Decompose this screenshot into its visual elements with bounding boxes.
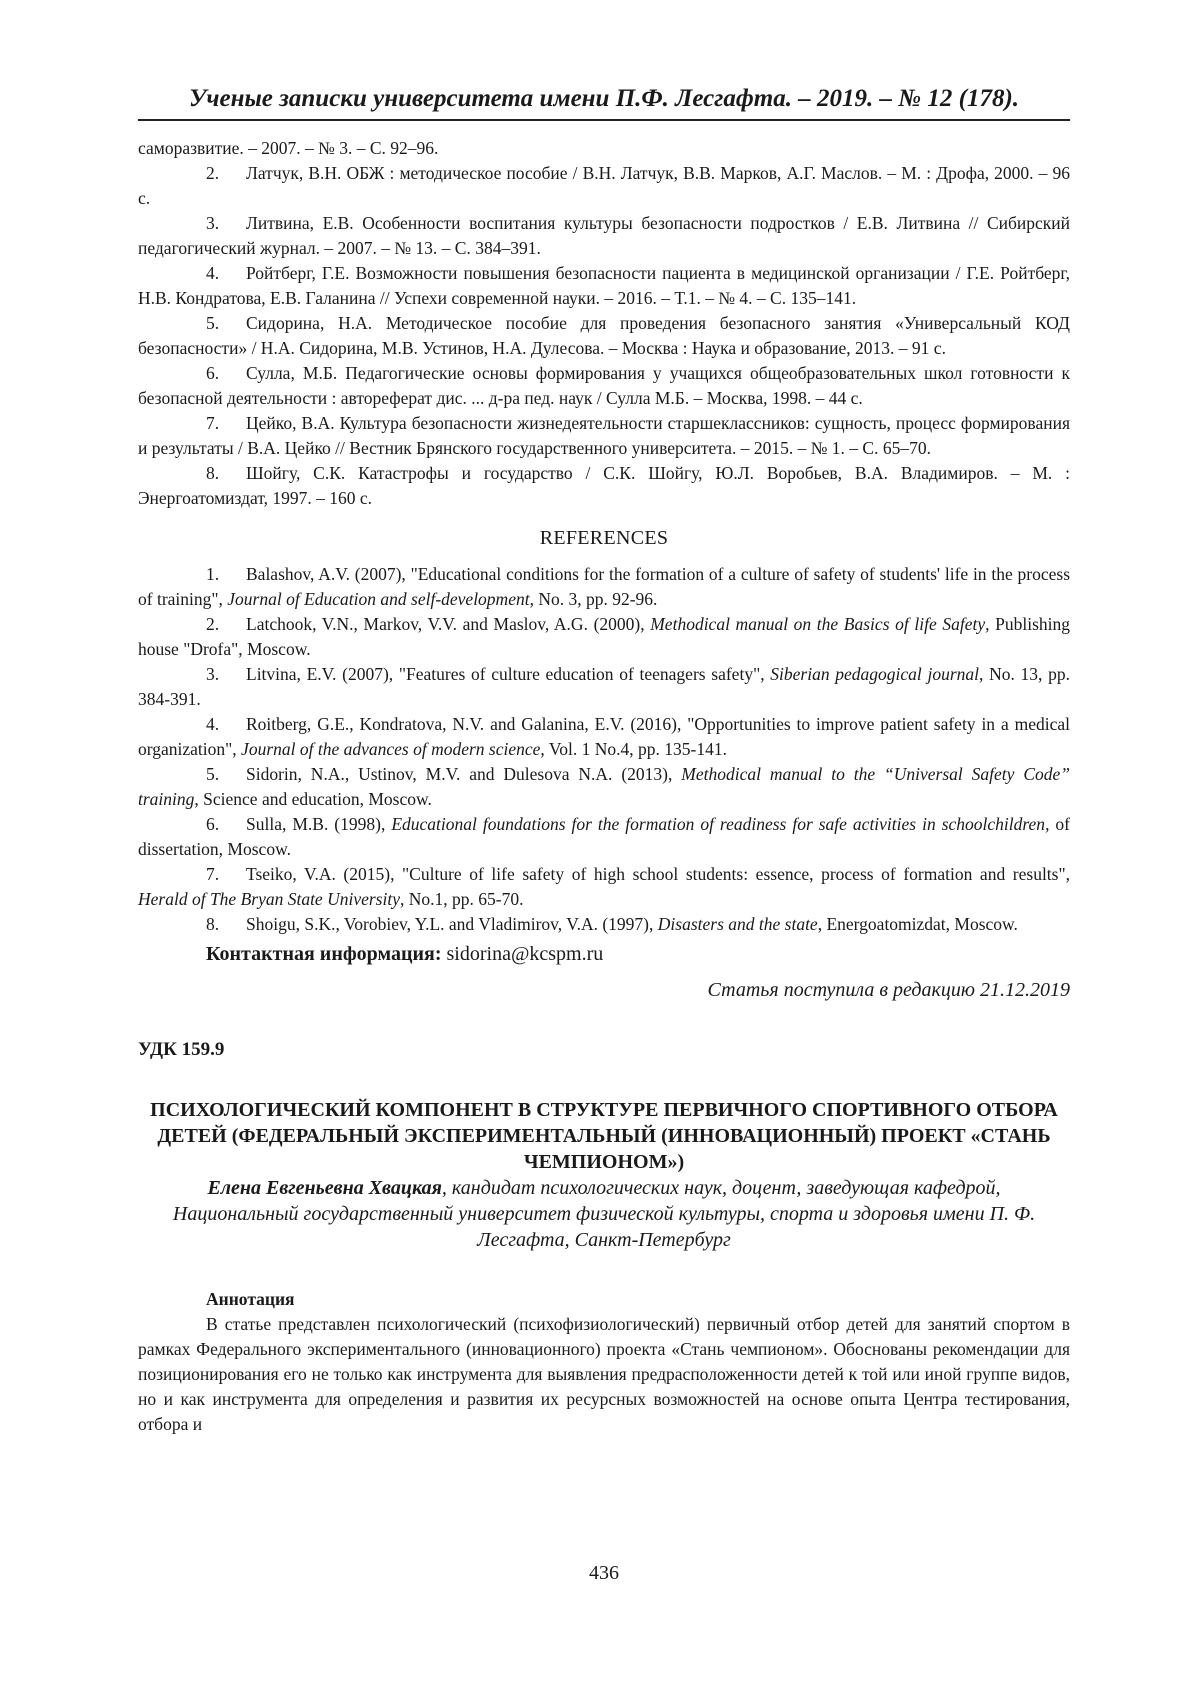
page-body <box>138 136 1070 1437</box>
ref-continuation: саморазвитие. – 2007. – № 3. – С. 92–96. <box>138 138 439 158</box>
reference-number: 5. <box>206 313 220 333</box>
reference-item <box>138 161 1070 211</box>
reference-text: Latchook, V.N., Markov, V.V. and Maslov, A.G. (2000), <box>246 614 651 634</box>
reference-item <box>138 461 1070 511</box>
reference-text: Литвина, Е.В. Особенности воспитания культуры безопасности подростков / Е.В. Литвина // Сибирский педагогический журнал. – 2007. – № 13. – С. 384–391. <box>138 213 1070 258</box>
reference-item <box>138 812 1070 862</box>
author-name: Елена Евгеньевна Хвацкая <box>207 1177 442 1199</box>
reference-item <box>138 562 1070 612</box>
contact-info <box>138 941 1070 967</box>
reference-number: 3. <box>206 213 220 233</box>
reference-text: Shoigu, S.K., Vorobiev, Y.L. and Vladimirov, V.A. (1997), <box>246 914 658 934</box>
reference-text: Шойгу, С.К. Катастрофы и государство / С.К. Шойгу, Ю.Л. Воробьев, В.А. Владимиров. – М. : Энергоатомиздат, 1997. – 160 с. <box>138 463 1070 508</box>
reference-text: Sidorin, N.A., Ustinov, M.V. and Dulesova N.A. (2013), <box>246 764 682 784</box>
reference-item <box>138 612 1070 662</box>
reference-details: , No. 13, pp. 384-391. <box>138 664 1070 709</box>
contact-label: Контактная информация: <box>206 943 442 965</box>
reference-source: Siberian pedagogical journal <box>770 664 980 684</box>
reference-details: , No.1, pp. 65-70. <box>399 889 524 909</box>
reference-text: Balashov, A.V. (2007), "Educational conditions for the formation of a culture of safety of students' life in the process of training", <box>138 564 1070 609</box>
reference-source: Methodical manual on the Basics of life Safety <box>650 614 986 634</box>
reference-details: , Science and education, Moscow. <box>194 789 432 809</box>
reference-number: 6. <box>206 363 220 383</box>
journal-header: Ученые записки университета имени П.Ф. Лесгафта. – 2019. – № 12 (178). <box>188 85 1020 112</box>
russian-reference-list <box>138 161 1070 511</box>
reference-number: 5. <box>206 764 220 784</box>
reference-text: Сулла, М.Б. Педагогические основы формирования у учащихся общеобразовательных школ готовности к безопасной деятельности : автореферат дис. ... д-ра пед. наук / Сулла М.Б. – Москва, 1998. – 44 с. <box>138 363 1070 408</box>
reference-text: Цейко, В.А. Культура безопасности жизнедеятельности старшеклассников: сущность, процесс формирования и результаты / В.А. Цейко // Вестник Брянского государственного университета. – 2015. – № 1. – С. 65–70. <box>138 413 1070 458</box>
reference-source: Methodical manual to the “Universal Safety Code” training <box>138 764 1070 809</box>
article-title: ПСИХОЛОГИЧЕСКИЙ КОМПОНЕНТ В СТРУКТУРЕ ПЕРВИЧНОГО СПОРТИВНОГО ОТБОРА ДЕТЕЙ (ФЕДЕРАЛЬНЫЙ ЭКСПЕРИМЕНТАЛЬНЫЙ (ИННОВАЦИОННЫЙ) ПРОЕКТ «СТАНЬ ЧЕМПИОНОМ») <box>150 1099 1058 1173</box>
reference-text: Litvina, E.V. (2007), "Features of culture education of teenagers safety", <box>246 664 771 684</box>
reference-number: 1. <box>206 564 220 584</box>
reference-details: , Vol. 1 No.4, pp. 135-141. <box>540 739 727 759</box>
reference-source: Journal of the advances of modern science <box>241 739 541 759</box>
received-date: Статья поступила в редакцию 21.12.2019 <box>707 979 1070 1001</box>
reference-details: , Energoatomizdat, Moscow. <box>817 914 1018 934</box>
reference-number: 4. <box>206 714 220 734</box>
reference-source: Educational foundations for the formation of readiness for safe activities in schoolchildren <box>391 814 1046 834</box>
reference-details: , No. 3, pp. 92-96. <box>529 589 658 609</box>
udk-code: УДК 159.9 <box>138 1039 225 1060</box>
reference-text: Ройтберг, Г.Е. Возможности повышения безопасности пациента в медицинской организации / Г.Е. Ройтберг, Н.В. Кондратова, Е.В. Галанина // Успехи современной науки. – 2016. – Т.1. – № 4. – С. 135–141. <box>138 263 1070 308</box>
reference-number: 2. <box>206 163 220 183</box>
reference-source: Herald of The Bryan State University <box>138 889 400 909</box>
references-heading: REFERENCES <box>539 527 669 549</box>
reference-text: Roitberg, G.E., Kondratova, N.V. and Galanina, E.V. (2016), "Opportunities to improve patient safety in a medical organization", <box>138 714 1070 759</box>
annotation-text: В статье представлен психологический (психофизиологический) первичный отбор детей для занятий спортом в рамках Федерального экспериментального (инновационного) проекта «Стань чемпионом». Обоснованы рекомендации для позиционирования его не только как инструмента для выявления предрасположенности детей к той или иной группе видов, но и как инструмента для определения и развития их ресурсных возможностей на основе опыта Центра тестирования, отбора и <box>138 1314 1070 1434</box>
reference-text: Sulla, M.B. (1998), <box>246 814 392 834</box>
english-reference-list <box>138 562 1070 937</box>
reference-item <box>138 712 1070 762</box>
reference-details: , Publishing house "Drofa", Moscow. <box>138 614 1070 659</box>
reference-number: 2. <box>206 614 220 634</box>
reference-item <box>138 311 1070 361</box>
reference-number: 8. <box>206 914 220 934</box>
reference-number: 7. <box>206 864 220 884</box>
reference-text: Латчук, В.Н. ОБЖ : методическое пособие / В.Н. Латчук, В.В. Марков, А.Г. Маслов. – М. : Дрофа, 2000. – 96 с. <box>138 163 1070 208</box>
reference-item <box>138 762 1070 812</box>
reference-item <box>138 361 1070 411</box>
reference-number: 6. <box>206 814 220 834</box>
reference-item <box>138 261 1070 311</box>
reference-number: 8. <box>206 463 220 483</box>
reference-item <box>138 912 1070 937</box>
author-affiliation: , кандидат психологических наук, доцент, заведующая кафедрой, Национальный государственный университет физической культуры, спорта и здоровья имени П. Ф. Лесгафта, Санкт-Петербург <box>172 1177 1036 1251</box>
page-number: 436 <box>589 1562 619 1584</box>
reference-text: Сидорина, Н.А. Методическое пособие для проведения безопасного занятия «Универсальный КОД безопасности» / Н.А. Сидорина, М.В. Устинов, Н.А. Дулесова. – Москва : Наука и образование, 2013. – 91 с. <box>138 313 1070 358</box>
contact-email: sidorina@kcspm.ru <box>446 943 604 965</box>
reference-source: Journal of Education and self-development <box>227 589 530 609</box>
reference-item <box>138 211 1070 261</box>
header-rule <box>138 119 1070 121</box>
reference-item <box>138 862 1070 912</box>
reference-number: 3. <box>206 664 220 684</box>
reference-text: Tseiko, V.A. (2015), "Culture of life safety of high school students: essence, process of formation and results", <box>246 864 1070 884</box>
reference-details: , of dissertation, Moscow. <box>138 814 1071 859</box>
reference-number: 7. <box>206 413 220 433</box>
reference-item <box>138 411 1070 461</box>
reference-item <box>138 662 1070 712</box>
author-line <box>138 1175 1070 1253</box>
annotation-heading: Аннотация <box>206 1289 295 1309</box>
reference-number: 4. <box>206 263 220 283</box>
reference-source: Disasters and the state <box>657 914 818 934</box>
